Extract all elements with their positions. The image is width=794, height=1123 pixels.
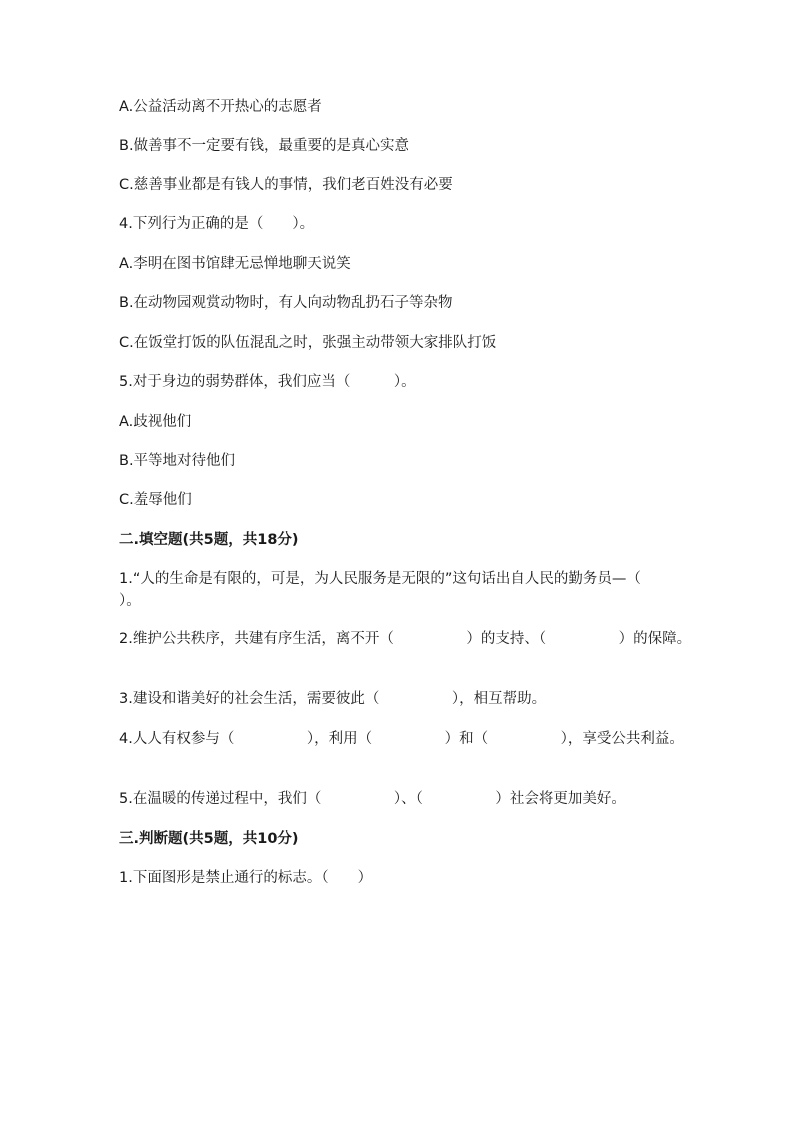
section-fill-blank-heading: 二.填空题(共5题，共18分) <box>119 532 299 548</box>
question-5: 5.对于身边的弱势群体，我们应当（ ）。 <box>119 374 416 390</box>
q4-option-c: C.在饭堂打饭的队伍混乱之时，张强主动带领大家排队打饭 <box>119 335 497 351</box>
fill-question-3: 3.建设和谐美好的社会生活，需要彼此（ ），相互帮助。 <box>119 691 547 707</box>
q5-option-a: A.歧视他们 <box>119 414 192 430</box>
option-a-volunteers: A.公益活动离不开热心的志愿者 <box>119 99 322 115</box>
q5-option-c: C.羞辱他们 <box>119 492 192 508</box>
option-b-sincerity: B.做善事不一定要有钱，最重要的是真心实意 <box>119 138 410 154</box>
fill-question-1: 1.“人的生命是有限的，可是，为人民服务是无限的”这句话出自人民的勤务员—（ ）。 <box>119 571 714 609</box>
option-c-charity-rich: C.慈善事业都是有钱人的事情，我们老百姓没有必要 <box>119 177 453 193</box>
q4-option-b: B.在动物园观赏动物时，有人向动物乱扔石子等杂物 <box>119 295 453 311</box>
question-4: 4.下列行为正确的是（ ）。 <box>119 216 315 232</box>
fill-question-5: 5.在温暖的传递过程中，我们（ ）、（ ）社会将更加美好。 <box>119 791 626 807</box>
fill-question-2: 2.维护公共秩序，共建有序生活，离不开（ ）的支持、（ ）的保障。 <box>119 631 692 647</box>
fill-question-4: 4.人人有权参与（ ），利用（ ）和（ ），享受公共利益。 <box>119 731 684 747</box>
judgment-question-1: 1.下面图形是禁止通行的标志。（ ） <box>119 870 373 886</box>
q5-option-b: B.平等地对待他们 <box>119 453 236 469</box>
q4-option-a: A.李明在图书馆肆无忌惮地聊天说笑 <box>119 256 351 272</box>
section-judgment-heading: 三.判断题(共5题，共10分) <box>119 831 299 847</box>
